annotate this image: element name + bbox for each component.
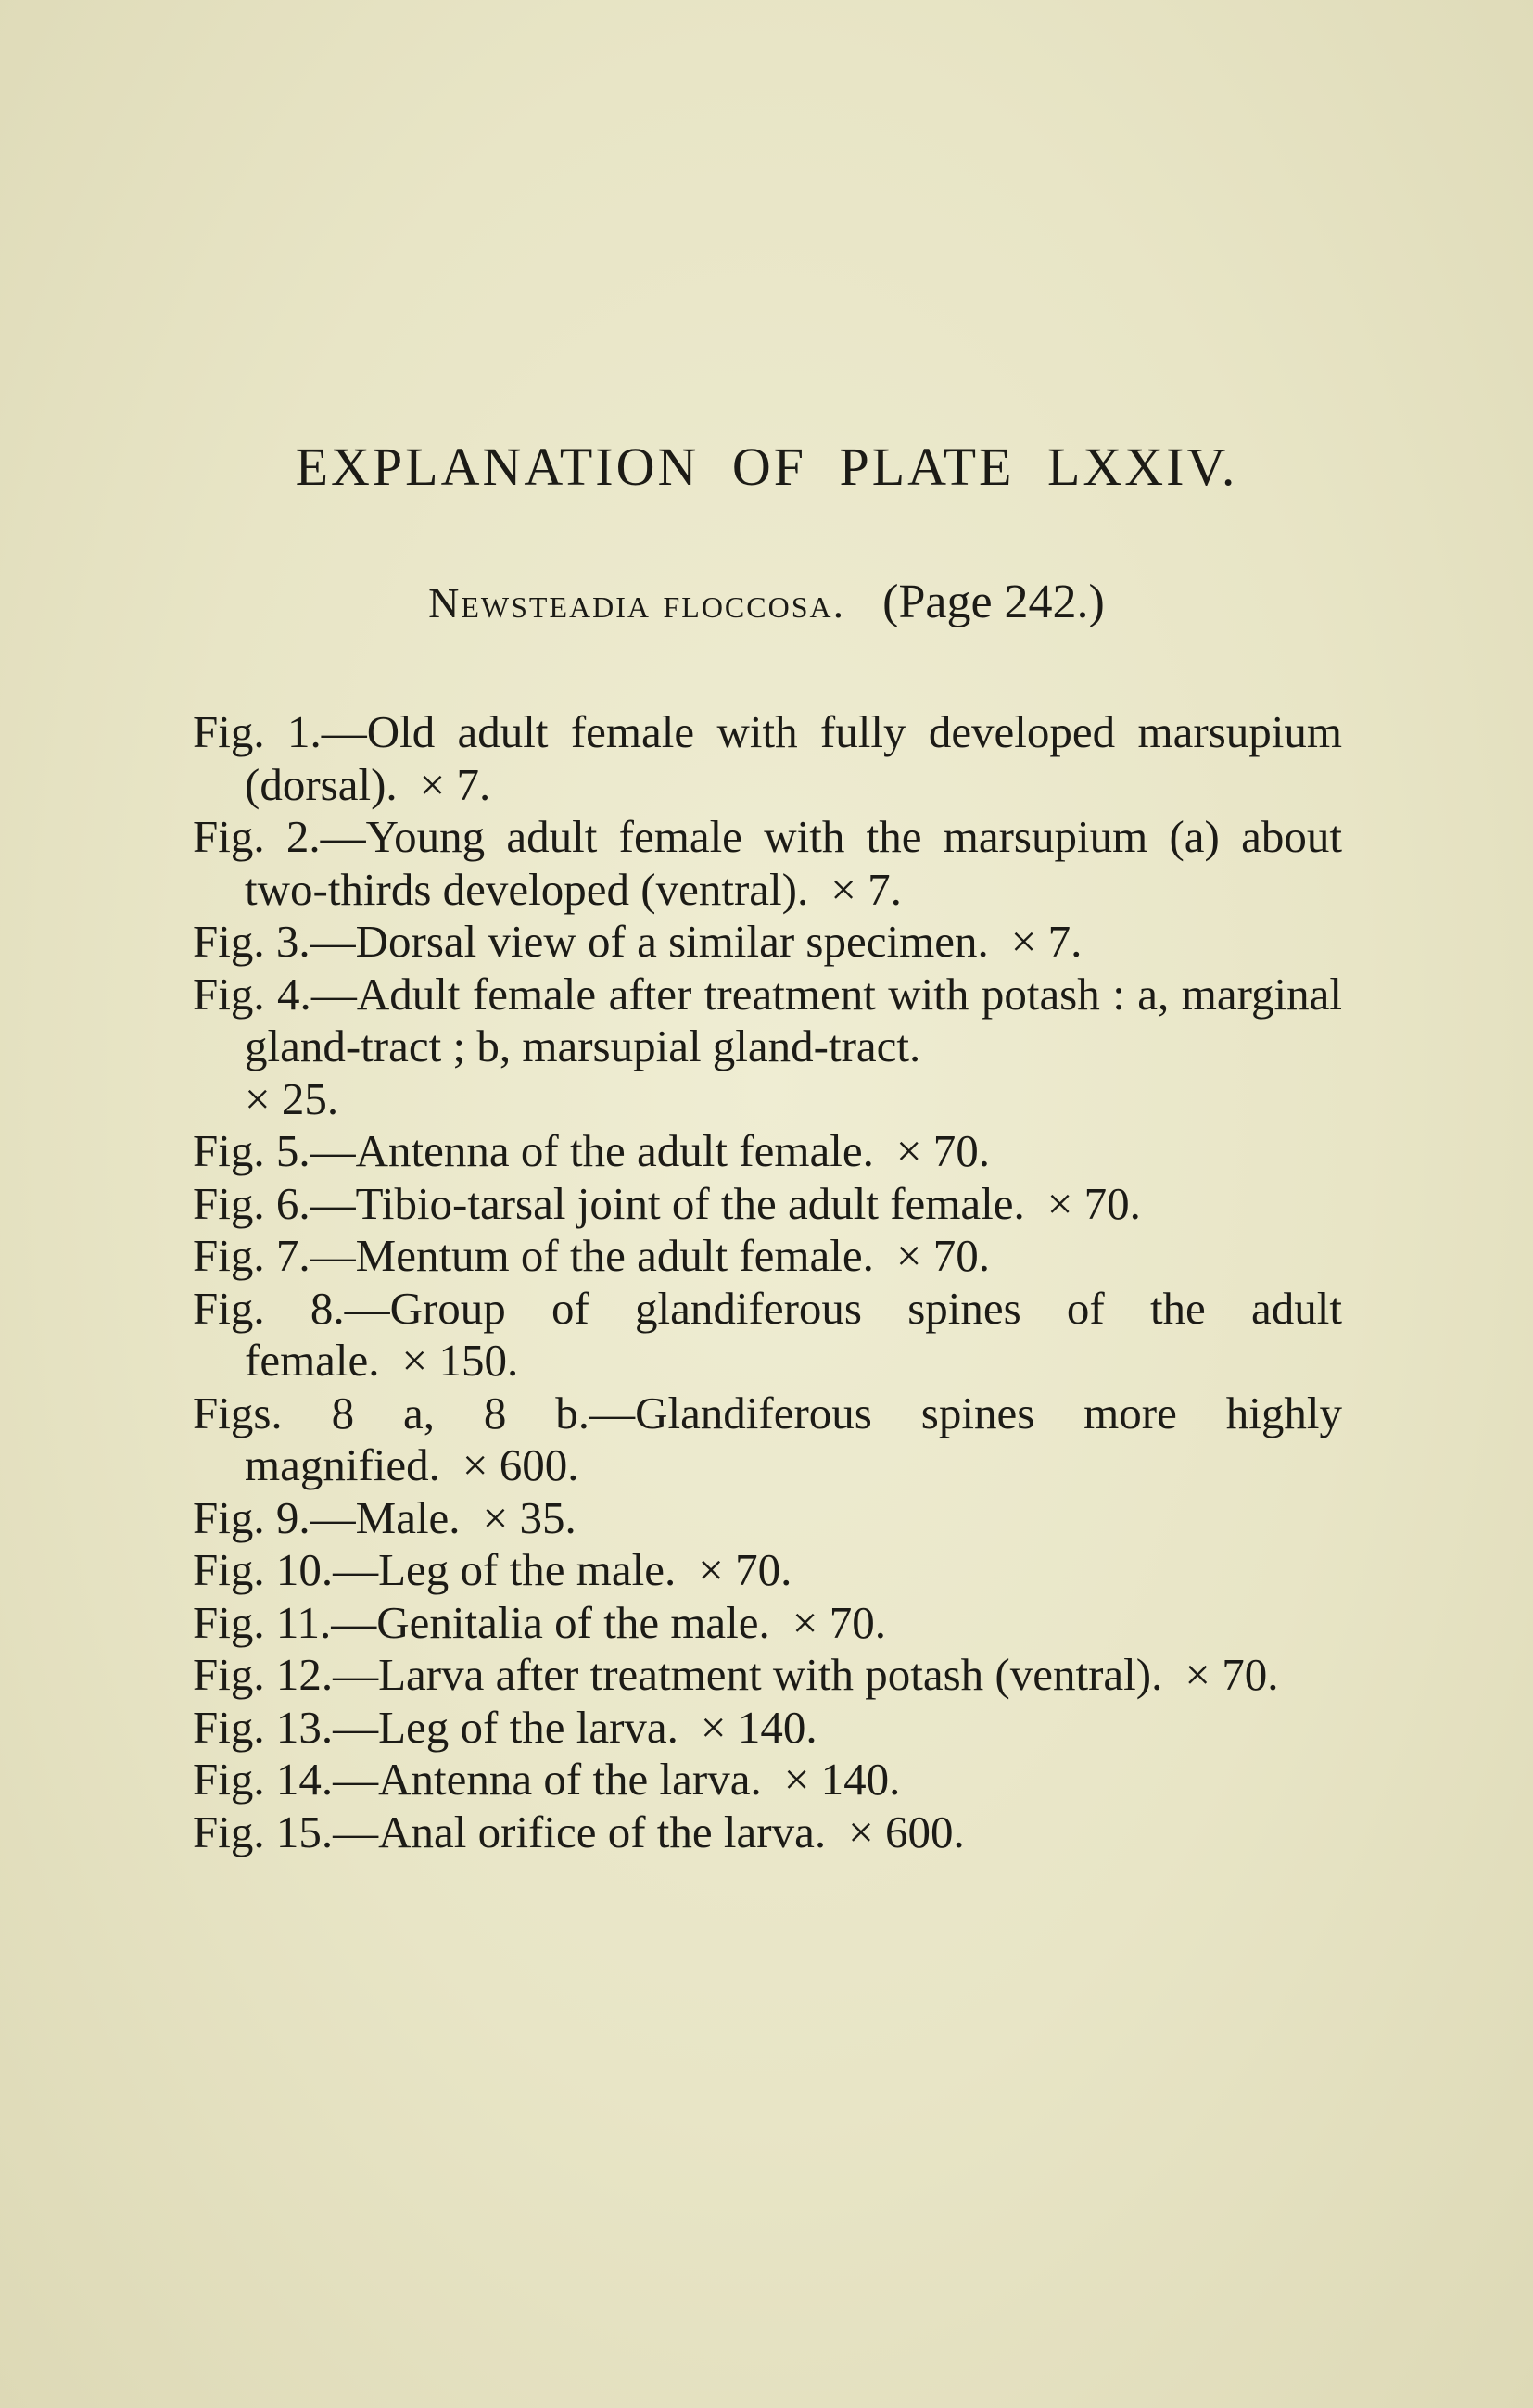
- figure-entry: Fig. 14.—Antenna of the larva.× 140.: [193, 1754, 1342, 1806]
- magnification: × 140.: [701, 1702, 817, 1753]
- figure-label: Fig. 13.: [193, 1701, 334, 1753]
- figure-label: Fig. 8.: [193, 1282, 345, 1334]
- figure-entry: Fig. 9.—Male.× 35.: [193, 1492, 1342, 1545]
- figure-caption: Dorsal view of a similar specimen.: [355, 916, 989, 967]
- figure-entry: Fig. 7.—Mentum of the adult female.× 70.: [193, 1230, 1342, 1283]
- figure-caption: Mentum of the adult female.: [355, 1230, 874, 1281]
- magnification: × 600.: [848, 1806, 965, 1857]
- figure-entry: Fig. 8.—Group of glandiferous spines of the adult female.× 150.: [193, 1283, 1342, 1388]
- figure-label: Fig. 11.: [193, 1596, 332, 1648]
- figure-caption: Antenna of the adult female.: [355, 1125, 874, 1176]
- figure-caption: Glandiferous spines more highly magnified.: [245, 1387, 1342, 1490]
- magnification: × 70.: [1047, 1178, 1141, 1229]
- figure-entry: Fig. 10.—Leg of the male.× 70.: [193, 1544, 1342, 1597]
- figure-label: Fig. 5.: [193, 1125, 310, 1176]
- magnification: × 70.: [1185, 1649, 1278, 1700]
- figure-label: Fig. 2.: [193, 811, 321, 862]
- figure-label: Fig. 15.: [193, 1806, 334, 1857]
- species-name: Newsteadia floccosa.: [428, 579, 846, 627]
- figure-caption: Leg of the larva.: [378, 1701, 678, 1753]
- magnification: × 7.: [830, 864, 902, 915]
- figure-caption: Anal orifice of the larva.: [378, 1806, 827, 1857]
- plate-title: EXPLANATION OF PLATE LXXIV.: [295, 437, 1238, 497]
- figure-label: Fig. 14.: [193, 1754, 334, 1805]
- figure-label: Fig. 3.: [193, 916, 310, 967]
- magnification: × 70.: [896, 1125, 990, 1176]
- figure-entry: Fig. 11.—Genitalia of the male.× 70.: [193, 1597, 1342, 1650]
- figure-entry: Fig. 2.—Young adult female with the marsupium (a) about two-thirds developed (ventral).× 7.: [193, 811, 1342, 916]
- figure-label: Fig. 6.: [193, 1177, 310, 1229]
- figure-label: Fig. 7.: [193, 1230, 310, 1281]
- magnification: × 140.: [784, 1754, 901, 1805]
- figure-caption: Larva after treatment with potash (ventral).: [378, 1649, 1163, 1700]
- figure-caption: Young adult female with the marsupium (a) about two-thirds developed (ventral).: [245, 811, 1342, 915]
- figure-entry: Fig. 4.—Adult female after treatment with potash : a, marginal gland-tract ; b, marsupial gland-tract. × 25.: [193, 969, 1342, 1126]
- figure-caption: Leg of the male.: [378, 1544, 677, 1595]
- figure-caption: Antenna of the larva.: [378, 1754, 762, 1805]
- figure-caption: Genitalia of the male.: [376, 1596, 770, 1648]
- figure-entry: Fig. 13.—Leg of the larva.× 140.: [193, 1702, 1342, 1755]
- magnification: × 35.: [483, 1492, 576, 1543]
- figure-label: Fig. 1.: [193, 706, 322, 757]
- figure-entry: Fig. 12.—Larva after treatment with potash (ventral).× 70.: [193, 1649, 1342, 1702]
- figure-entry: Figs. 8 a, 8 b.—Glandiferous spines more highly magnified.× 600.: [193, 1388, 1342, 1492]
- magnification: × 70.: [896, 1230, 990, 1281]
- magnification: × 7.: [1011, 916, 1083, 967]
- magnification: × 70.: [698, 1544, 792, 1595]
- page-reference: (Page 242.): [882, 576, 1105, 628]
- figure-label: Figs. 8 a, 8 b.: [193, 1387, 590, 1438]
- figure-label: Fig. 12.: [193, 1649, 334, 1700]
- figure-label: Fig. 9.: [193, 1491, 310, 1543]
- figure-entry: Fig. 15.—Anal orifice of the larva.× 600.: [193, 1806, 1342, 1859]
- magnification: × 150.: [402, 1335, 519, 1386]
- species-heading: [0, 575, 1533, 629]
- figure-list: [193, 706, 1342, 1858]
- figure-entry: Fig. 5.—Antenna of the adult female.× 70.: [193, 1125, 1342, 1178]
- magnification: × 70.: [792, 1597, 886, 1648]
- magnification: × 25.: [245, 1073, 1342, 1126]
- figure-entry: Fig. 1.—Old adult female with fully developed marsupium (dorsal).× 7.: [193, 706, 1342, 811]
- figure-caption: Group of glandiferous spines of the adult female.: [245, 1282, 1342, 1386]
- figure-entry: Fig. 6.—Tibio-tarsal joint of the adult female.× 70.: [193, 1178, 1342, 1231]
- figure-caption: Old adult female with fully developed marsupium (dorsal).: [245, 706, 1342, 810]
- figure-caption: Adult female after treatment with potash : a, marginal gland-tract ; b, marsupial gland-tract.: [245, 968, 1342, 1071]
- figure-caption: Male.: [355, 1491, 461, 1543]
- figure-entry: Fig. 3.—Dorsal view of a similar specimen.× 7.: [193, 916, 1342, 969]
- figure-label: Fig. 4.: [193, 968, 311, 1020]
- figure-label: Fig. 10.: [193, 1544, 334, 1595]
- magnification: × 7.: [420, 759, 491, 810]
- figure-caption: Tibio-tarsal joint of the adult female.: [355, 1177, 1025, 1229]
- magnification: × 600.: [462, 1439, 579, 1490]
